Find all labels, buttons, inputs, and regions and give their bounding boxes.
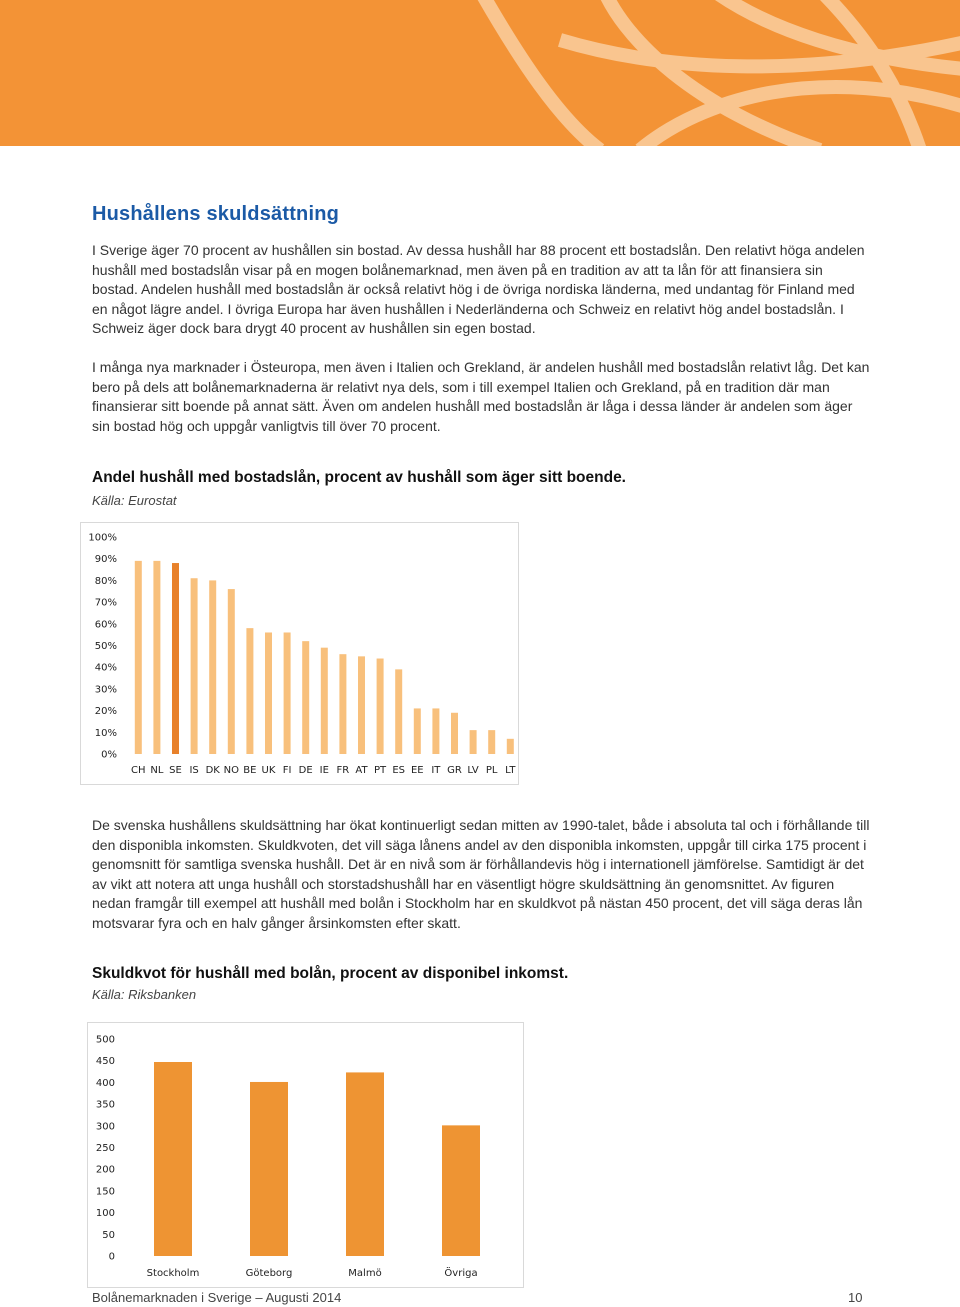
chart1-ytick-label: 10% <box>94 727 117 739</box>
chart1-category-label: IS <box>189 765 199 776</box>
chart1-ytick-label: 0% <box>101 749 117 761</box>
chart1-bar-uk <box>265 632 272 754</box>
chart1-ytick-label: 20% <box>94 706 117 718</box>
chart2-category-label: Malmö <box>348 1268 382 1279</box>
chart1-bar-no <box>228 589 235 754</box>
chart1-category-label: IT <box>431 765 441 776</box>
chart2-bar-malmö <box>346 1072 384 1256</box>
chart2-ytick-label: 200 <box>95 1164 115 1176</box>
chart1-bar-dk <box>209 580 216 754</box>
chart1-category-label: IE <box>319 765 329 776</box>
chart1-bar-ie <box>321 648 328 754</box>
chart1-category-label: SE <box>169 765 182 776</box>
chart1-bar-fi <box>284 632 291 754</box>
chart1-frame <box>80 522 519 785</box>
chart2-ytick-label: 400 <box>95 1077 115 1089</box>
chart2-bar-övriga <box>442 1125 480 1256</box>
page-number: 10 <box>848 1290 863 1305</box>
chart2-ytick-label: 500 <box>95 1034 115 1046</box>
globe-decoration-icon <box>0 0 960 146</box>
chart1-category-label: FR <box>336 765 350 776</box>
chart1-bar-is <box>191 578 198 754</box>
chart1-bar-ee <box>414 708 421 754</box>
chart1-ytick-label: 40% <box>94 662 117 674</box>
chart2-svg <box>88 1023 523 1287</box>
chart1-category-label: AT <box>355 765 368 776</box>
chart2-ytick-label: 450 <box>95 1056 115 1068</box>
chart2-ytick-label: 50 <box>102 1229 115 1241</box>
chart1-bar-es <box>395 669 402 754</box>
chart1-ytick-label: 30% <box>94 684 117 696</box>
chart2-source: Källa: Riksbanken <box>92 987 197 1002</box>
chart1-bar-it <box>432 708 439 754</box>
chart1-bar-be <box>246 628 253 754</box>
chart1-bar-ch <box>135 561 142 754</box>
chart1-ytick-label: 50% <box>94 641 117 652</box>
chart2-heading: Skuldkvot för hushåll med bolån, procent av disponibel inkomst. <box>92 965 569 982</box>
chart1-ytick-label: 100% <box>88 532 117 544</box>
chart1-category-label: NL <box>150 765 164 776</box>
chart2-ytick-label: 350 <box>95 1099 115 1111</box>
chart1-category-label: PT <box>374 765 387 776</box>
chart1-category-label: FI <box>282 765 292 776</box>
footer-title: Bolånemarknaden i Sverige – Augusti 2014 <box>92 1290 342 1305</box>
chart1-category-label: DK <box>205 765 220 776</box>
chart2-bar-göteborg <box>250 1082 288 1256</box>
chart1-ytick-label: 90% <box>94 554 117 566</box>
chart1-category-label: UK <box>261 765 276 776</box>
paragraph-2: I många nya marknader i Östeuropa, men även i Italien och Grekland, är andelen hushåll med bostadslån relativt låg. Det kan bero på dels att bolånemarknaderna är relativt nya dels, som i till exempel Italien och Grekland, på en tradition där man finansierar sitt boende på annat sätt. Även om andelen hushåll med bostadslån är låga i dessa länder är andelen som äger sin bostad hög och uppgår vanligtvis till över 70 procent. <box>92 359 870 434</box>
chart1-ytick-label: 80% <box>94 575 117 587</box>
chart1-category-label: BE <box>243 765 257 776</box>
chart2-ytick-label: 0 <box>108 1251 115 1263</box>
chart1-bar-pl <box>488 730 495 754</box>
chart2-ytick-label: 300 <box>95 1121 115 1133</box>
chart1-ytick-label: 60% <box>94 619 117 631</box>
chart1-svg <box>81 523 518 784</box>
chart2-ytick-label: 150 <box>95 1186 115 1198</box>
chart1-category-label: PL <box>485 765 498 776</box>
chart2-frame <box>87 1022 524 1288</box>
header-banner <box>0 0 960 146</box>
chart1-heading: Andel hushåll med bostadslån, procent av hushåll som äger sitt boende. <box>92 469 626 486</box>
chart1-bar-lt <box>507 739 514 754</box>
paragraph-1: I Sverige äger 70 procent av hushållen sin bostad. Av dessa hushåll har 88 procent ett bostadslån. Den relativt höga andelen hushåll med bostadslån visar på en mogen bolånemarknad, men även på en tradition av att ta lån för att finansiera sin bostad. Andelen hushåll med bostadslån är också relativt hög i de övriga nordiska länderna, med undantag för Finland med en något lägre andel. I övriga Europa har även hushållen i Nederländerna och Schweiz en relativt hög andel bostadslån. I Schweiz äger dock bara drygt 40 procent av hushållen sin egen bostad. <box>92 242 865 336</box>
chart1-bar-lv <box>470 730 477 754</box>
chart1-category-label: EE <box>410 765 424 776</box>
chart1-source: Källa: Eurostat <box>92 493 177 508</box>
chart1-bar-at <box>358 656 365 754</box>
chart1-category-label: CH <box>131 765 146 776</box>
chart1-bar-fr <box>339 654 346 754</box>
chart1-category-label: LT <box>505 765 516 776</box>
chart1-category-label: GR <box>447 765 462 776</box>
chart2-category-label: Göteborg <box>245 1268 293 1279</box>
chart1-ytick-label: 70% <box>94 597 117 609</box>
chart2-ytick-label: 100 <box>95 1208 115 1220</box>
chart1-category-label: ES <box>392 765 406 776</box>
chart2-bar-stockholm <box>154 1062 192 1256</box>
chart1-category-label: DE <box>298 765 313 776</box>
chart2-ytick-label: 250 <box>95 1143 115 1154</box>
chart1-category-label: LV <box>467 765 479 776</box>
chart1-category-label: NO <box>223 765 239 776</box>
chart1-bar-pt <box>377 659 384 754</box>
chart1-bar-gr <box>451 713 458 754</box>
chart1-bar-nl <box>153 561 160 754</box>
paragraph-3: De svenska hushållens skuldsättning har ökat kontinuerligt sedan mitten av 1990-talet, både i absoluta tal och i förhållande till den disponibla inkomsten. Skuldkvoten, det vill säga lånens andel av den disponibla inkomsten, uppgår till cirka 175 procent i genomsnitt för samtliga svenska hushåll. Det är en nivå som är förhållandevis hög i internationell jämförelse. Samtidigt är det av vikt att notera att unga hushåll och storstadshushåll har en väsentligt högre skuldsättning än genomsnittet. Av figuren nedan framgår till exempel att hushåll med bolån i Stockholm har en skuldkvot på nästan 450 procent, det vill säga deras lån motsvarar fyra och en halv gånger årsinkomsten efter skatt. <box>92 817 870 931</box>
chart2-category-label: Övriga <box>444 1268 478 1279</box>
chart2-category-label: Stockholm <box>146 1268 200 1279</box>
chart1-bar-de <box>302 641 309 754</box>
chart1-bar-se <box>172 563 179 754</box>
section-heading: Hushållens skuldsättning <box>92 203 340 225</box>
